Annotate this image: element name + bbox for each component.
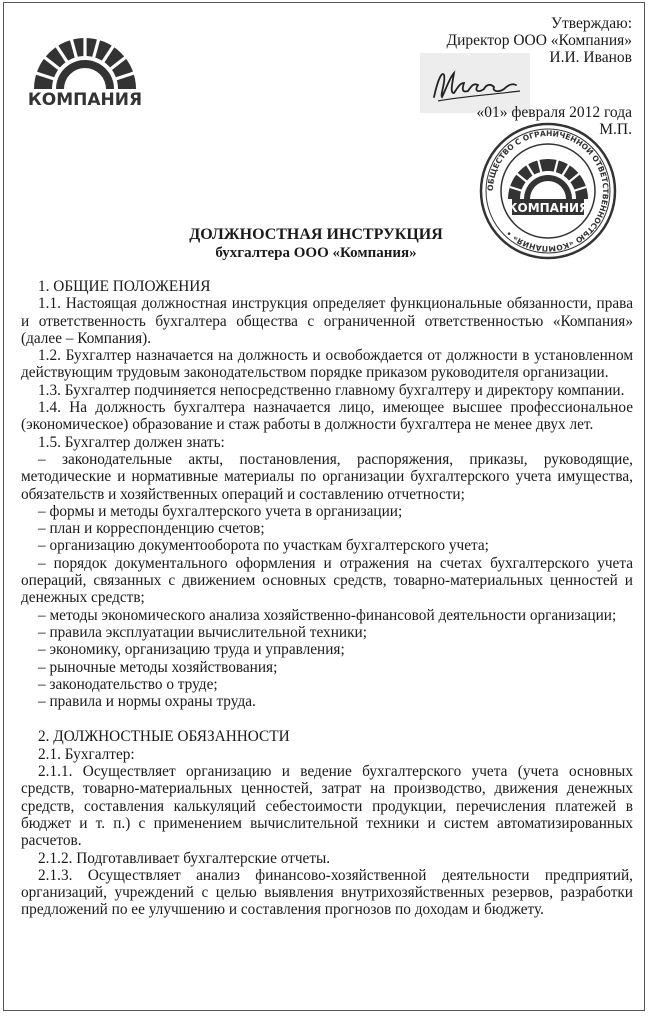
section-heading: 1. ОБЩИЕ ПОЛОЖЕНИЯ <box>38 278 211 295</box>
paragraph: 2.1.3. Осуществляет анализ финансово-хозяйственной деятельности предприятий, организаций, учреждений с целью выявления внутрихозяйственных резервов, разработки предложений по ее улучшению и составления прогнозов по доходам и бюджету. <box>21 866 633 919</box>
company-logo <box>26 31 144 109</box>
approval-label: Утверждаю: <box>551 15 632 32</box>
list-item: – правила эксплуатации вычислительной техники; <box>38 623 367 641</box>
paragraph: 2.1.1. Осуществляет организацию и ведение бухгалтерского учета (учета основных средств, товарно-материальных ценностей, затрат на производство, движения денежных средств, составления калькуляций себестоимости продукции, перечисления платежей в бюджет и т. п.) с применением вычислительной техники и систем автоматизированных расчетов. <box>21 763 633 850</box>
list-item: – законодательство о труде; <box>38 675 218 693</box>
seal-ring-text: ОБЩЕСТВО С ОГРАНИЧЕННОЙ ОТВЕТСТВЕННОСТЬЮ «КОМПАНИЯ» • <box>485 128 611 254</box>
list-item: – правила и нормы охраны труда. <box>38 693 256 711</box>
document-body <box>21 278 633 919</box>
paragraph: 1.3. Бухгалтер подчиняется непосредственно главному бухгалтеру и директору компании. <box>38 381 625 399</box>
seal-center-text: КОМПАНИЯ <box>507 201 589 215</box>
approval-date: «01» февраля 2012 года <box>476 104 632 121</box>
list-item: – организацию документооборота по участкам бухгалтерского учета; <box>38 537 489 555</box>
paragraph: 1.5. Бухгалтер должен знать: <box>38 433 225 451</box>
paragraph: 2.1.2. Подготавливает бухгалтерские отчеты. <box>38 849 331 867</box>
section-gap <box>21 710 633 728</box>
paragraph: 1.2. Бухгалтер назначается на должность и освобождается от должности в установленном действующим трудовым законодательством порядке приказом руководителя организации. <box>21 347 633 382</box>
director-signature <box>428 61 528 107</box>
document-page <box>3 2 645 1011</box>
list-item: – план и корреспонденцию счетов; <box>38 520 265 538</box>
document-title-block <box>4 225 628 263</box>
approval-position: Директор ООО «Компания» <box>446 32 632 49</box>
stamp-place-label: М.П. <box>599 121 632 138</box>
list-item: – формы и методы бухгалтерского учета в организации; <box>38 502 403 520</box>
paragraph: 2.1. Бухгалтер: <box>38 745 135 763</box>
list-item: – законодательные акты, постановления, распоряжения, приказы, руководящие, методические и нормативные материалы по организации бухгалтерского учета имущества, обязательств и хозяйственных операций и составлению отчетности; <box>21 450 633 503</box>
list-item: – методы экономического анализа хозяйственно-финансовой деятельности организации; <box>38 606 617 624</box>
list-item: – рыночные методы хозяйствования; <box>38 658 278 676</box>
logo-text: КОМПАНИЯ <box>27 90 143 109</box>
document-title: ДОЛЖНОСТНАЯ ИНСТРУКЦИЯ <box>189 226 443 243</box>
paragraph: 1.1. Настоящая должностная инструкция определяет функциональные обязанности, права и ответственность бухгалтера общества с ограниченной ответственностью «Компания» (далее – Компания). <box>21 295 633 347</box>
section-heading: 2. ДОЛЖНОСТНЫЕ ОБЯЗАННОСТИ <box>38 728 290 746</box>
document-subtitle: бухгалтера ООО «Компания» <box>215 245 417 261</box>
approval-name: И.И. Иванов <box>549 49 632 66</box>
list-item: – экономику, организацию труда и управления; <box>38 641 345 659</box>
list-item: – порядок документального оформления и отражения на счетах бухгалтерского учета операций, связанных с движением основных средств, товарно-материальных ценностей и денежных средств; <box>21 554 633 607</box>
paragraph: 1.4. На должность бухгалтера назначается лицо, имеющее высшее профессиональное (экономическое) образование и стаж работы в должности бухгалтера не менее двух лет. <box>21 399 633 434</box>
